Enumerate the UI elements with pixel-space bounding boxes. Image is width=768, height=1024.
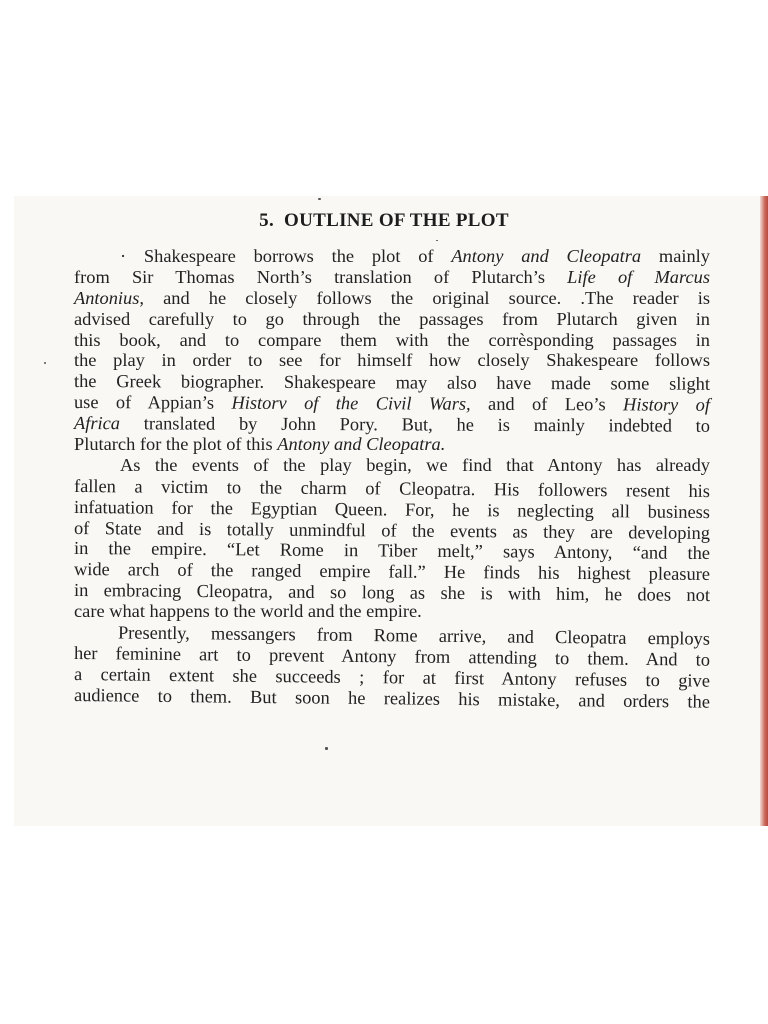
text-line: use of Appian’s Historv of the Civil Wars, and of Leo’s History of [73, 392, 711, 416]
ink-speck [436, 240, 438, 241]
section-number: 5. [259, 210, 275, 231]
text-line: audience to them. But soon he realizes his mistake, and orders the [73, 684, 711, 712]
text-line: care what happens to the world and the empire. [74, 601, 422, 622]
text-line: advised carefully to go through the passages from Plutarch given in [74, 308, 710, 329]
text-line: fallen a victim to the charm of Cleopatra. His followers resent his [73, 475, 711, 501]
ink-speck [325, 747, 328, 750]
text-line: Plutarch for the plot of this Antony and Cleopatra. [74, 434, 446, 455]
text-line: a certain extent she succeeds ; for at first Antony refuses to give [73, 663, 711, 691]
ink-speck [318, 198, 321, 200]
text-line: of State and is totally unmindful of the events as they are developing [73, 517, 711, 543]
text-line: in the empire. “Let Rome in Tiber melt,” says Antony, “and the [73, 538, 711, 564]
text-line: wide arch of the ranged empire fall.” He finds his highest pleasure [73, 559, 711, 585]
text-line: · Shakespeare borrows the plot of Antony and Cleopatra mainly [120, 246, 710, 266]
section-title: OUTLINE OF THE PLOT [284, 210, 509, 231]
text-line: her feminine art to prevent Antony from attending to them. And to [73, 642, 711, 670]
text-line: As the events of the play begin, we find that Antony has already [120, 454, 710, 475]
text-line: the play in order to see for himself how closely Shakespeare follows [74, 350, 710, 371]
text-line: from Sir Thomas North’s translation of Plutarch’s Life of Marcus [74, 266, 710, 287]
text-line: Presently, messangers from Rome arrive, and Cleopatra employs [117, 622, 711, 649]
text-line: Antonius, and he closely follows the original source. .The reader is [74, 287, 710, 308]
text-line: infatuation for the Egyptian Queen. For, he is neglecting all business [73, 496, 711, 522]
text-line: in embracing Cleopatra, and so long as she is with him, he does not [73, 580, 711, 606]
text-line: this book, and to compare them with the corrèsponding passages in [74, 329, 710, 350]
section-heading [0, 210, 768, 232]
body-text [73, 246, 711, 712]
text-line: Africa translated by John Pory. But, he is mainly indebted to [73, 413, 711, 436]
text-line: the Greek biographer. Shakespeare may also have made some slight [73, 371, 711, 395]
ink-speck [44, 362, 46, 364]
book-edge [760, 196, 768, 826]
